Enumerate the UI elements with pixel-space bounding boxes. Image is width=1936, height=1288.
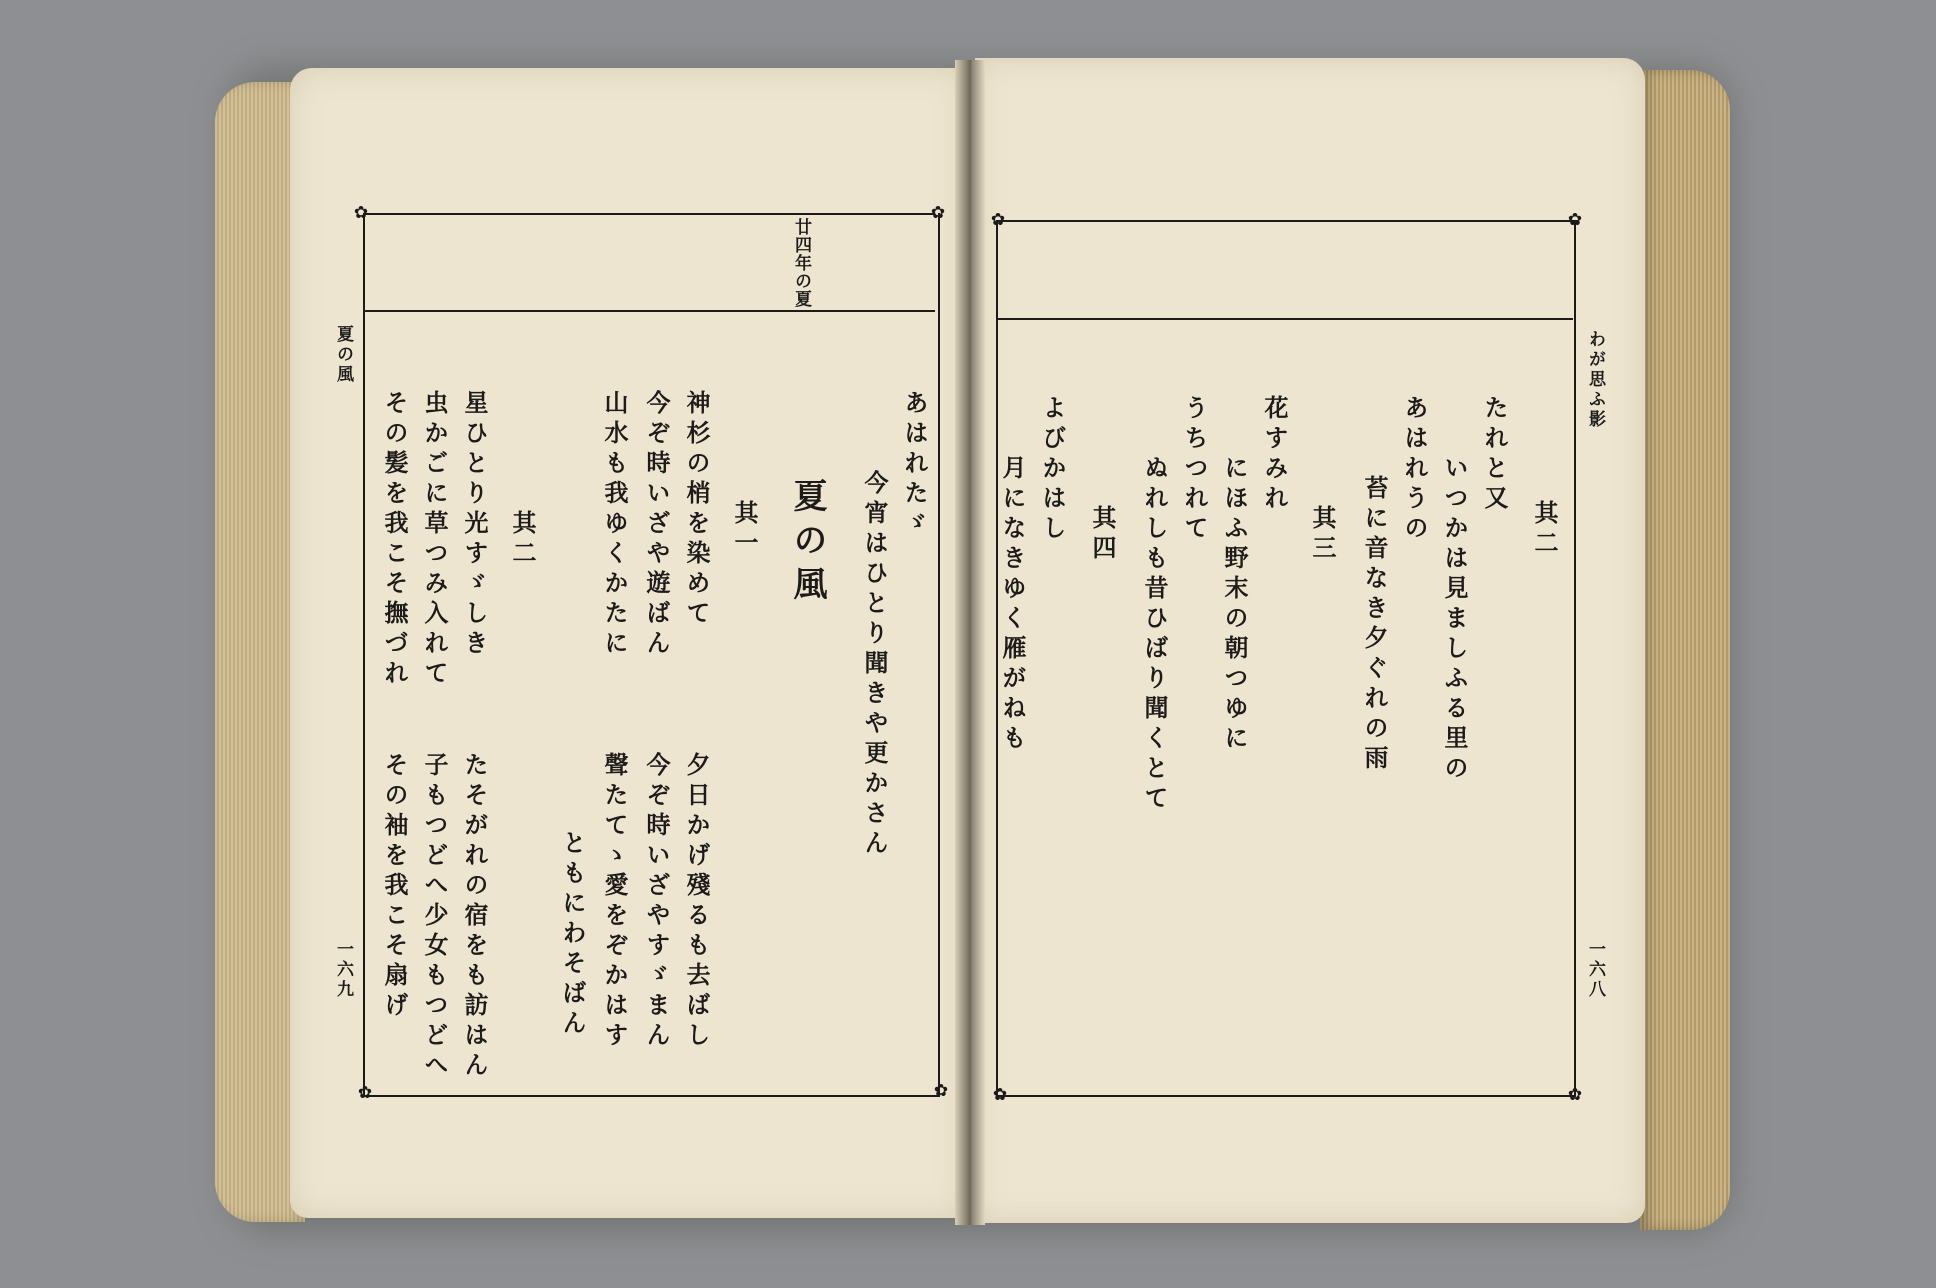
corner-ornament-icon: ✿ — [933, 1081, 949, 1101]
book-gutter — [955, 60, 985, 1225]
right-page — [975, 58, 1645, 1223]
intro-line-2: 今宵はひとり聞きや更かさん — [860, 470, 888, 860]
part3-label: 其三 — [1308, 505, 1336, 565]
left-page-number: 一六九 — [333, 940, 353, 1000]
left-lower-line-1: 夕日かげ殘るも去ばし — [682, 752, 710, 1052]
right-part2-line-1: たれと又 — [1480, 395, 1508, 515]
left-upper-line-2: 今ぞ時いざや遊ばん — [642, 390, 670, 660]
left-running-head: 夏の風 — [333, 325, 353, 385]
left-part2-upper-line-2: 虫かごに草つみ入れて — [420, 390, 448, 690]
right-part3-line-1: 苔に音なき夕ぐれの雨 — [1360, 475, 1388, 775]
left-upper-line-1: 神杉の梢を染めて — [682, 390, 710, 630]
intro-line-1: あはれたゞ — [900, 390, 928, 540]
right-part3-line-2: 花すみれ — [1260, 395, 1288, 515]
right-part2-line-3: あはれうの — [1400, 395, 1428, 545]
left-upper-line-3: 山水も我ゆくかたに — [600, 390, 628, 660]
right-running-head: わが思ふ影 — [1585, 330, 1605, 430]
corner-ornament-icon: ✿ — [1567, 1085, 1583, 1105]
left-part2-lower-line-3: その袖を我こそ扇げ — [380, 752, 408, 1022]
poem-title: 夏の風 — [787, 478, 827, 610]
right-part4-line-2: 月になきゆく雁がねも — [998, 455, 1026, 755]
right-part2-line-2: いつかは見ましふる里の — [1440, 455, 1468, 785]
part1-label: 其一 — [730, 500, 758, 560]
left-section-heading: 廿四年の夏 — [791, 218, 811, 308]
left-part2-lower-line-1: たそがれの宿をも訪はん — [460, 752, 488, 1082]
corner-ornament-icon: ✿ — [930, 203, 946, 223]
left-lower-line-3: 聲たてゝ愛をぞかはす — [600, 752, 628, 1052]
left-lower-line-2: 今ぞ時いざやすゞまん — [642, 752, 670, 1052]
left-part2-upper-line-1: 星ひとり光すゞしき — [460, 390, 488, 660]
corner-ornament-icon: ✿ — [990, 210, 1006, 230]
right-part3-line-3: にほふ野末の朝つゆに — [1220, 455, 1248, 755]
right-page-number: 一六八 — [1585, 940, 1605, 1000]
corner-ornament-icon: ✿ — [992, 1085, 1008, 1105]
corner-ornament-icon: ✿ — [357, 1083, 373, 1103]
left-part2-upper-line-3: その髪を我こそ撫づれ — [380, 390, 408, 690]
right-part3-line-4: うちつれて — [1180, 395, 1208, 545]
corner-ornament-icon: ✿ — [353, 203, 369, 223]
right-page-edges — [1640, 70, 1730, 1230]
right-part4-line-1: よびかはし — [1038, 395, 1066, 545]
part2-label-left: 其二 — [508, 510, 536, 570]
left-lower-line-4: ともにわそばん — [558, 830, 586, 1040]
left-part2-lower-line-2: 子もつどへ少女もつどへ — [420, 752, 448, 1082]
corner-ornament-icon: ✿ — [1567, 210, 1583, 230]
right-part3-line-5: ぬれしも昔ひばり聞くとて — [1140, 455, 1168, 815]
part4-label: 其四 — [1088, 505, 1116, 565]
part2-label-right: 其二 — [1530, 500, 1558, 560]
